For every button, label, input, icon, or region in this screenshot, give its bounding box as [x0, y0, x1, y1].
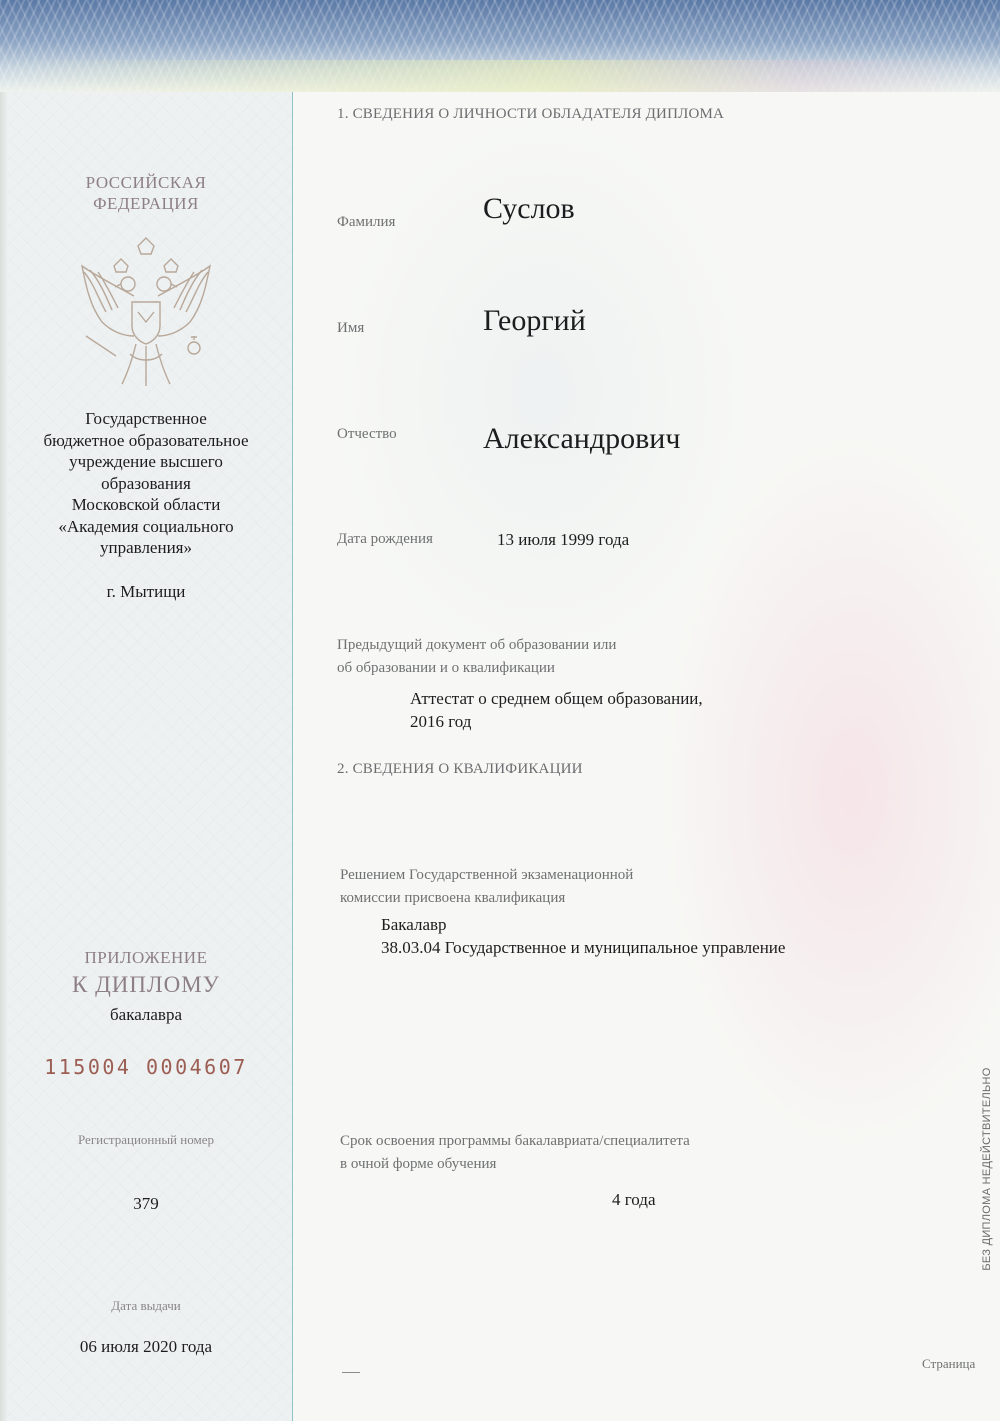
previous-document-line: 2016 год: [410, 712, 472, 731]
patronymic-value: Александрович: [483, 422, 681, 455]
previous-document-label-line: об образовании и о квалификации: [337, 660, 555, 676]
commission-decision-label: [340, 864, 633, 910]
institution-line: образования: [101, 473, 191, 493]
issue-date: 06 июля 2020 года: [79, 1337, 213, 1356]
serial-number: 115004 0004607: [44, 1055, 248, 1079]
study-term-value: 4 года: [612, 1190, 656, 1209]
section-2-heading: 2. СВЕДЕНИЯ О КВАЛИФИКАЦИИ: [337, 761, 583, 777]
city: г. Мытищи: [106, 582, 186, 601]
validity-note-text: БЕЗ ДИПЛОМА НЕДЕЙСТВИТЕЛЬНО: [981, 1067, 993, 1271]
institution-line: «Академия социального: [58, 516, 234, 536]
page-label: Страница: [922, 1356, 976, 1371]
program-value: 38.03.04 Государственное и муниципальное управление: [381, 938, 786, 957]
degree-level: бакалавра: [110, 1005, 182, 1024]
birth-date-value: 13 июля 1999 года: [497, 530, 630, 549]
registration-number: 379: [133, 1194, 159, 1213]
commission-decision-line: Решением Государственной экзаменационной: [340, 867, 634, 883]
to-diploma-title: К ДИПЛОМУ: [72, 972, 220, 997]
patronymic-label: Отчество: [337, 426, 397, 442]
section-1-heading: 1. СВЕДЕНИЯ О ЛИЧНОСТИ ОБЛАДАТЕЛЯ ДИПЛОМА: [337, 106, 725, 122]
page-number-line: [342, 1372, 360, 1373]
validity-note: [980, 1055, 994, 1285]
institution-name: [0, 408, 292, 559]
left-edge-shadow: [0, 92, 8, 1421]
right-panel: [293, 92, 1000, 1421]
issue-date-label: Дата выдачи: [111, 1298, 181, 1313]
previous-document-label-line: Предыдущий документ об образовании или: [337, 637, 617, 653]
surname-value: Суслов: [483, 192, 575, 225]
first-name-label: Имя: [337, 320, 365, 336]
institution-line: бюджетное образовательное: [43, 430, 249, 450]
previous-document-value: [410, 687, 703, 733]
birth-date-label: Дата рождения: [337, 531, 433, 547]
institution-line: Московской области: [71, 495, 221, 514]
institution-line: учреждение высшего: [69, 452, 223, 471]
country-name: [0, 172, 292, 214]
country-line-1: РОССИЙСКАЯ: [85, 173, 207, 192]
country-line-2: ФЕДЕРАЦИЯ: [93, 194, 199, 213]
study-term-label-line: Срок освоения программы бакалавриата/специалитета: [340, 1133, 690, 1149]
institution-line: Государственное: [85, 409, 207, 428]
study-term-label-line: в очной форме обучения: [340, 1156, 497, 1172]
previous-document-label: [337, 634, 616, 680]
qualification-block: [381, 913, 785, 959]
institution-line: управления»: [100, 538, 192, 557]
coat-of-arms-icon: [76, 236, 216, 396]
appendix-title: ПРИЛОЖЕНИЕ: [84, 948, 208, 967]
first-name-value: Георгий: [483, 304, 586, 337]
registration-label: Регистрационный номер: [78, 1132, 214, 1147]
study-term-label: [340, 1130, 690, 1176]
surname-label: Фамилия: [337, 214, 396, 230]
commission-decision-line: комиссии присвоена квалификация: [340, 890, 566, 906]
qualification-value: Бакалавр: [381, 915, 447, 934]
previous-document-line: Аттестат о среднем общем образовании,: [410, 689, 703, 708]
